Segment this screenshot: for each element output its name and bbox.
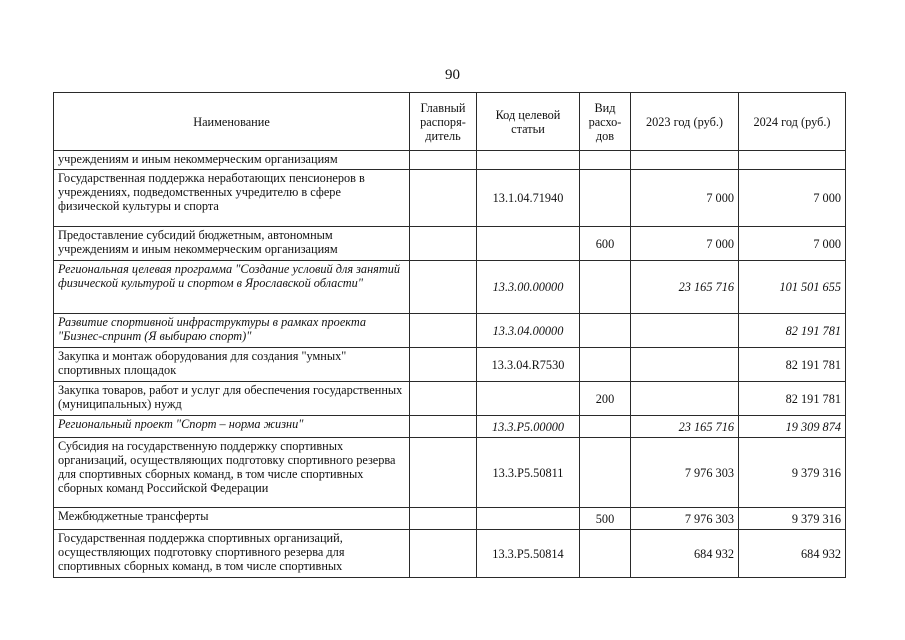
cell-amount-2023 bbox=[631, 348, 739, 382]
cell-expense-type bbox=[580, 170, 631, 227]
cell-amount-2024: 82 191 781 bbox=[739, 314, 846, 348]
cell-target-code bbox=[477, 508, 580, 530]
cell-name: учреждениям и иным некоммерческим организациям bbox=[54, 151, 410, 170]
cell-name: Развитие спортивной инфраструктуры в рамках проекта "Бизнес-спринт (Я выбираю спорт)" bbox=[54, 314, 410, 348]
cell-chief-manager bbox=[410, 438, 477, 508]
cell-chief-manager bbox=[410, 151, 477, 170]
cell-chief-manager bbox=[410, 348, 477, 382]
cell-amount-2024: 82 191 781 bbox=[739, 348, 846, 382]
table-row bbox=[54, 227, 846, 261]
cell-amount-2024: 9 379 316 bbox=[739, 508, 846, 530]
table-body bbox=[54, 93, 846, 578]
cell-target-code: 13.3.00.00000 bbox=[477, 261, 580, 314]
cell-chief-manager bbox=[410, 416, 477, 438]
cell-amount-2023 bbox=[631, 151, 739, 170]
table-row bbox=[54, 170, 846, 227]
cell-expense-type: 500 bbox=[580, 508, 631, 530]
cell-amount-2024: 9 379 316 bbox=[739, 438, 846, 508]
header-expense-type: Вид расхо-дов bbox=[580, 93, 631, 151]
cell-amount-2024: 82 191 781 bbox=[739, 382, 846, 416]
cell-amount-2023: 684 932 bbox=[631, 530, 739, 578]
cell-amount-2024: 7 000 bbox=[739, 170, 846, 227]
cell-chief-manager bbox=[410, 508, 477, 530]
table-row bbox=[54, 348, 846, 382]
cell-target-code bbox=[477, 227, 580, 261]
header-chief-manager: Главный распоря-дитель bbox=[410, 93, 477, 151]
cell-amount-2024 bbox=[739, 151, 846, 170]
cell-name: Региональная целевая программа "Создание условий для занятий физической культурой и спортом в Ярославской области" bbox=[54, 261, 410, 314]
cell-target-code bbox=[477, 382, 580, 416]
cell-amount-2023: 7 000 bbox=[631, 170, 739, 227]
cell-target-code: 13.3.04.R7530 bbox=[477, 348, 580, 382]
cell-name: Государственная поддержка спортивных организаций, осуществляющих подготовку спортивного резерва для спортивных сборных команд, в том числе спортивных bbox=[54, 530, 410, 578]
cell-amount-2023: 7 976 303 bbox=[631, 438, 739, 508]
cell-chief-manager bbox=[410, 261, 477, 314]
table-row bbox=[54, 151, 846, 170]
cell-amount-2024: 19 309 874 bbox=[739, 416, 846, 438]
cell-target-code bbox=[477, 151, 580, 170]
cell-amount-2023 bbox=[631, 382, 739, 416]
table-header-row bbox=[54, 93, 846, 151]
cell-expense-type bbox=[580, 530, 631, 578]
header-year-2024: 2024 год (руб.) bbox=[739, 93, 846, 151]
cell-expense-type bbox=[580, 416, 631, 438]
cell-chief-manager bbox=[410, 227, 477, 261]
cell-expense-type bbox=[580, 348, 631, 382]
cell-amount-2023: 7 000 bbox=[631, 227, 739, 261]
cell-chief-manager bbox=[410, 314, 477, 348]
table-row bbox=[54, 382, 846, 416]
page-number: 90 bbox=[445, 67, 460, 83]
cell-target-code: 13.3.P5.50814 bbox=[477, 530, 580, 578]
cell-name: Субсидия на государственную поддержку спортивных организаций, осуществляющих подготовку спортивного резерва для спортивных сборных команд, в том числе спортивных сборных команд Российской Федерации bbox=[54, 438, 410, 508]
cell-expense-type bbox=[580, 151, 631, 170]
cell-name: Предоставление субсидий бюджетным, автономным учреждениям и иным некоммерческим организациям bbox=[54, 227, 410, 261]
cell-amount-2023: 23 165 716 bbox=[631, 416, 739, 438]
table-row bbox=[54, 530, 846, 578]
header-year-2023: 2023 год (руб.) bbox=[631, 93, 739, 151]
cell-name: Государственная поддержка неработающих пенсионеров в учреждениях, подведомственных учредителю в сфере физической культуры и спорта bbox=[54, 170, 410, 227]
cell-chief-manager bbox=[410, 530, 477, 578]
cell-target-code: 13.3.04.00000 bbox=[477, 314, 580, 348]
cell-expense-type bbox=[580, 314, 631, 348]
cell-target-code: 13.3.P5.00000 bbox=[477, 416, 580, 438]
cell-expense-type: 200 bbox=[580, 382, 631, 416]
header-target-code: Код целевой статьи bbox=[477, 93, 580, 151]
cell-amount-2024: 684 932 bbox=[739, 530, 846, 578]
cell-target-code: 13.3.P5.50811 bbox=[477, 438, 580, 508]
budget-table bbox=[53, 92, 846, 578]
table-row bbox=[54, 314, 846, 348]
cell-amount-2023: 23 165 716 bbox=[631, 261, 739, 314]
cell-name: Региональный проект "Спорт – норма жизни" bbox=[54, 416, 410, 438]
cell-amount-2023: 7 976 303 bbox=[631, 508, 739, 530]
cell-chief-manager bbox=[410, 170, 477, 227]
cell-chief-manager bbox=[410, 382, 477, 416]
cell-name: Закупка и монтаж оборудования для создания "умных" спортивных площадок bbox=[54, 348, 410, 382]
cell-name: Межбюджетные трансферты bbox=[54, 508, 410, 530]
table-row bbox=[54, 438, 846, 508]
header-name: Наименование bbox=[54, 93, 410, 151]
table-row bbox=[54, 261, 846, 314]
cell-amount-2024: 7 000 bbox=[739, 227, 846, 261]
table-row bbox=[54, 508, 846, 530]
cell-expense-type bbox=[580, 438, 631, 508]
cell-expense-type bbox=[580, 261, 631, 314]
cell-name: Закупка товаров, работ и услуг для обеспечения государственных (муниципальных) нужд bbox=[54, 382, 410, 416]
cell-expense-type: 600 bbox=[580, 227, 631, 261]
cell-amount-2024: 101 501 655 bbox=[739, 261, 846, 314]
cell-amount-2023 bbox=[631, 314, 739, 348]
table-row bbox=[54, 416, 846, 438]
cell-target-code: 13.1.04.71940 bbox=[477, 170, 580, 227]
